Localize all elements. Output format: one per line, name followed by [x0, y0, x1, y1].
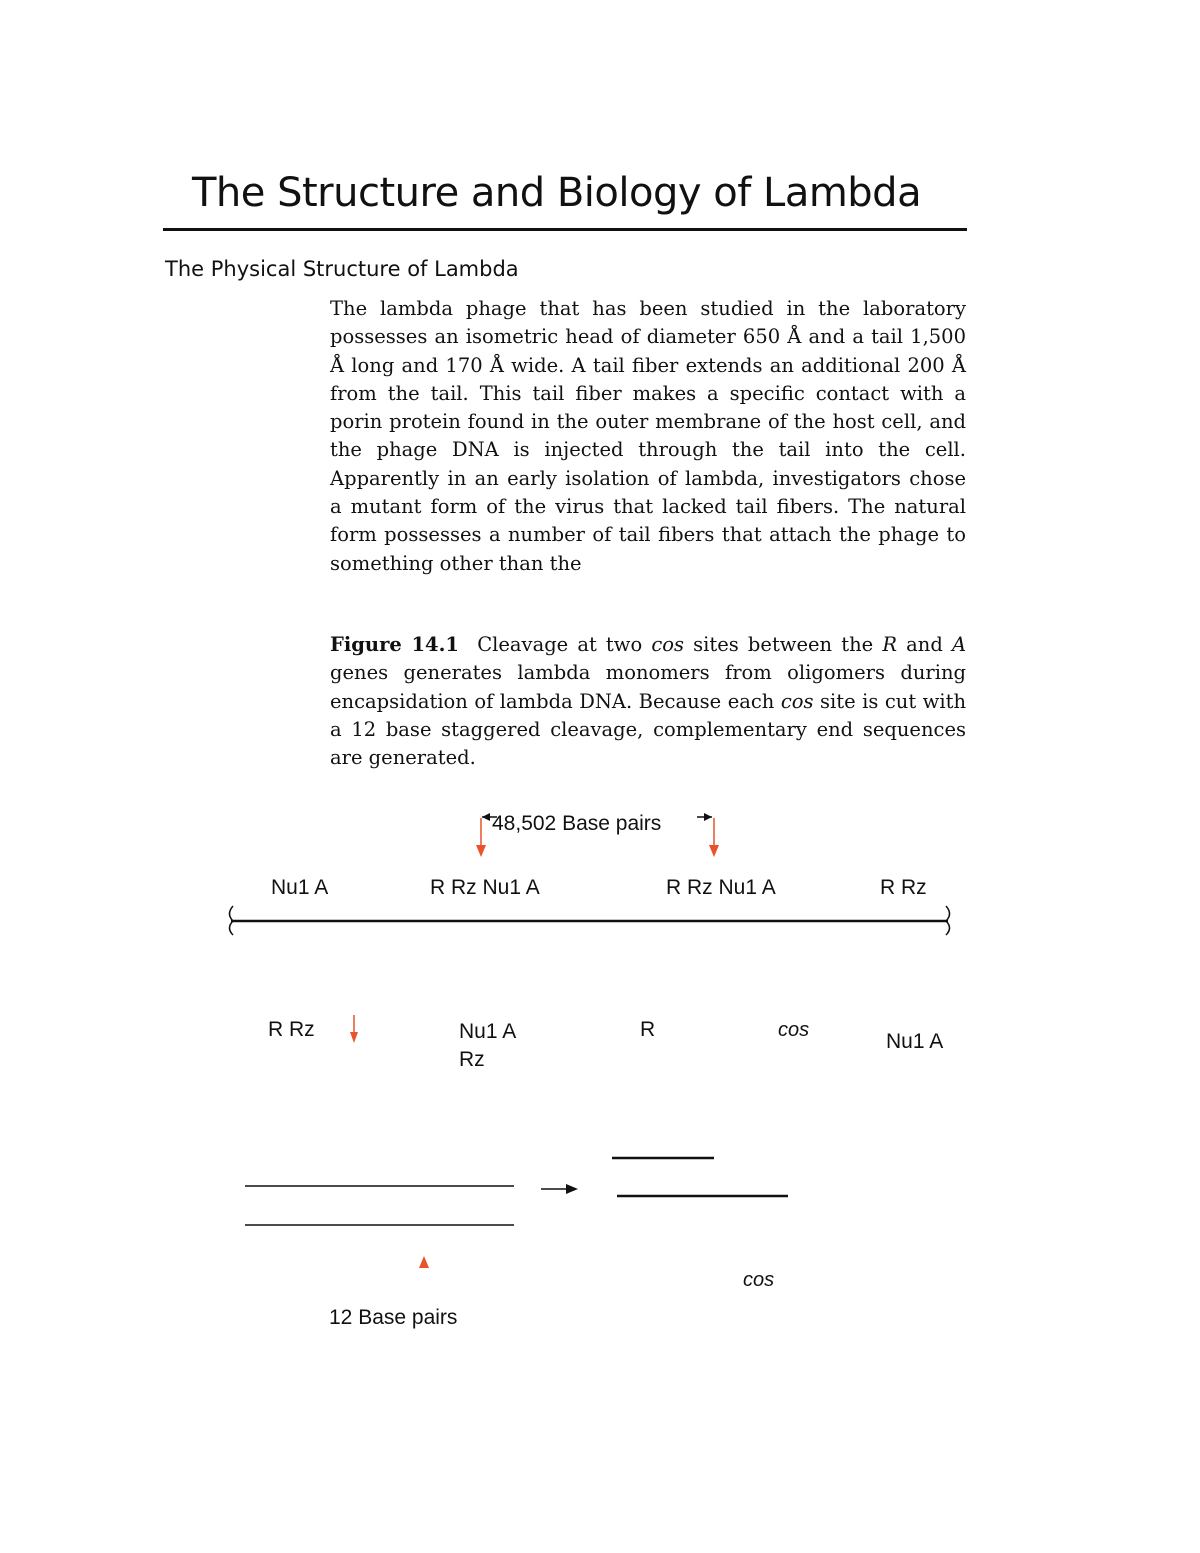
cos-cut-arrow-small-icon [350, 1015, 358, 1043]
caption-cos-2: cos [780, 689, 814, 713]
gene-label-group-1: Nu1 A [271, 876, 329, 899]
section-heading: The Physical Structure of Lambda [165, 257, 519, 281]
monomer-label-left: R Rz [268, 1018, 315, 1041]
cos-cut-arrow-left-icon [476, 818, 486, 857]
caption-r: R [882, 633, 898, 656]
caption-text-1: Cleavage at two [477, 633, 643, 656]
gene-label-group-4: R Rz [880, 876, 927, 899]
caption-text-5: site is cut with a 12 base staggered cleavage, complementary end sequences are generated. [330, 689, 967, 770]
page-title: The Structure and Biology of Lambda [192, 170, 922, 216]
cos-label-upper: cos [778, 1019, 810, 1041]
caption-text-4: genes generates lambda monomers from oligomers during encapsidation of lambda DNA. Because each [330, 661, 966, 713]
gene-label-group-3: R Rz Nu1 A [666, 876, 776, 899]
figure-label: Figure 14.1 [330, 633, 459, 656]
cos-label-lower: cos [743, 1269, 775, 1291]
monomer-label-mid-top: Nu1 A [459, 1020, 517, 1043]
span-label: 48,502 Base pairs [492, 812, 662, 835]
caption-text-3: and [906, 633, 943, 656]
span-right-arrow-icon [697, 813, 712, 821]
caption-a: A [951, 633, 967, 656]
monomer-label-mid-bottom: Rz [459, 1048, 485, 1071]
caption-cos-1: cos [651, 633, 685, 656]
stagger-marker-icon [419, 1256, 429, 1268]
body-paragraph: The lambda phage that has been studied in the laboratory possesses an isometric head of diameter 650 Å and a tail 1,500 Å long and 170 Å wide. A tail fiber extends an additional 200 Å from the tail. This tail fiber makes a specific contact with a porin protein found in the outer membrane of the host cell, and the phage DNA is injected through the tail into the cell. Apparently in an early isolation of lambda, investigators chose a mutant form of the virus that lacked tail fibers. The natural form possesses a number of tail fibers that attach the phage to something other than the [330, 297, 966, 575]
cleavage-result-arrow-icon [541, 1184, 578, 1194]
gene-label-group-2: R Rz Nu1 A [430, 876, 540, 899]
caption-text-2: sites between the [693, 633, 874, 656]
monomer-label-right: Nu1 A [886, 1030, 944, 1053]
cos-cut-arrow-right-icon [709, 818, 719, 857]
monomer-label-r: R [640, 1018, 656, 1041]
base-pairs-label: 12 Base pairs [329, 1306, 458, 1329]
